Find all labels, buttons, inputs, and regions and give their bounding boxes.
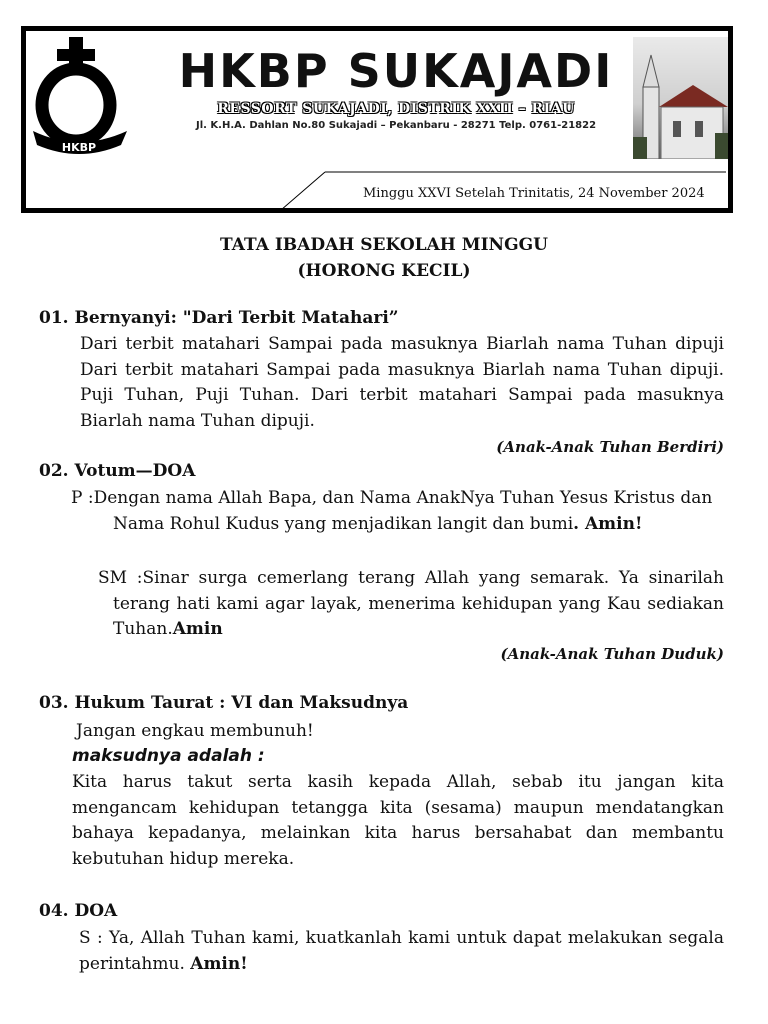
meaning-label: maksudnya adalah : bbox=[72, 746, 265, 766]
service-date: Minggu XXVI Setelah Trinitatis, 24 November 2024 bbox=[363, 186, 705, 201]
section-4-text bbox=[79, 926, 724, 977]
section-1-heading: 01. Bernyanyi: "Dari Terbit Matahari” bbox=[39, 308, 399, 328]
section-3-text: Kita harus takut serta kasih kepada Allah, sebab itu jangan kita mengancam kehidupan tetangga kita (sesama) maupun mendatangkan bahaya kepadanya, melainkan kita harus bersahabat dan membantu kebutuhan hidup mereka. bbox=[72, 772, 724, 870]
section-2-p bbox=[71, 486, 749, 537]
section-4-heading: 04. DOA bbox=[39, 901, 118, 921]
commandment: Jangan engkau membunuh! bbox=[76, 721, 314, 741]
section-2-heading: 02. Votum—DOA bbox=[39, 461, 196, 481]
doa-amin: Amin! bbox=[190, 953, 248, 974]
section-3-heading: 03. Hukum Taurat : VI dan Maksudnya bbox=[39, 693, 409, 713]
church-photo bbox=[633, 37, 728, 159]
letterhead bbox=[21, 26, 733, 213]
ressort-line: RESSORT SUKAJADI, DISTRIK XXII – RIAU bbox=[217, 101, 575, 117]
doa-text: S : Ya, Allah Tuhan kami, kuatkanlah kami untuk dapat melakukan segala perintahmu. bbox=[79, 928, 724, 974]
sm-amin: Amin bbox=[172, 619, 223, 640]
sm-text: SM :Sinar surga cemerlang terang Allah yang semarak. Ya sinarilah terang hati kami agar layak, menerima kehidupan yang Kau sediakan Tuhan. bbox=[98, 568, 724, 640]
section-1-text: Dari terbit matahari Sampai pada masuknya Biarlah nama Tuhan dipuji Dari terbit matahari Sampai pada masuknya Biarlah nama Tuhan dipuji. Puji Tuhan, Puji Tuhan. Dari terbit matahari Sampai pada masuknya Biarlah nama Tuhan dipuji. bbox=[80, 334, 724, 432]
section-2-note: (Anak-Anak Tuhan Duduk) bbox=[500, 645, 724, 663]
hkbp-cross-logo bbox=[29, 35, 129, 155]
title-line-2: (HORONG KECIL) bbox=[297, 261, 471, 281]
logo-text: HKBP bbox=[61, 141, 97, 154]
title-line-1: TATA IBADAH SEKOLAH MINGGU bbox=[220, 235, 548, 255]
p-amin: . Amin! bbox=[573, 513, 643, 534]
church-name: HKBP SUKAJADI bbox=[178, 44, 614, 98]
p-text: P :Dengan nama Allah Bapa, dan Nama AnakNya Tuhan Yesus Kristus dan Nama Rohul Kudus yang menjadikan langit dan bumi bbox=[71, 488, 713, 534]
section-1-note: (Anak-Anak Tuhan Berdiri) bbox=[496, 438, 724, 456]
address-line: Jl. K.H.A. Dahlan No.80 Sukajadi – Pekanbaru - 28271 Telp. 0761-21822 bbox=[195, 120, 597, 131]
document-title bbox=[0, 232, 768, 284]
section-2-sm bbox=[98, 566, 724, 643]
